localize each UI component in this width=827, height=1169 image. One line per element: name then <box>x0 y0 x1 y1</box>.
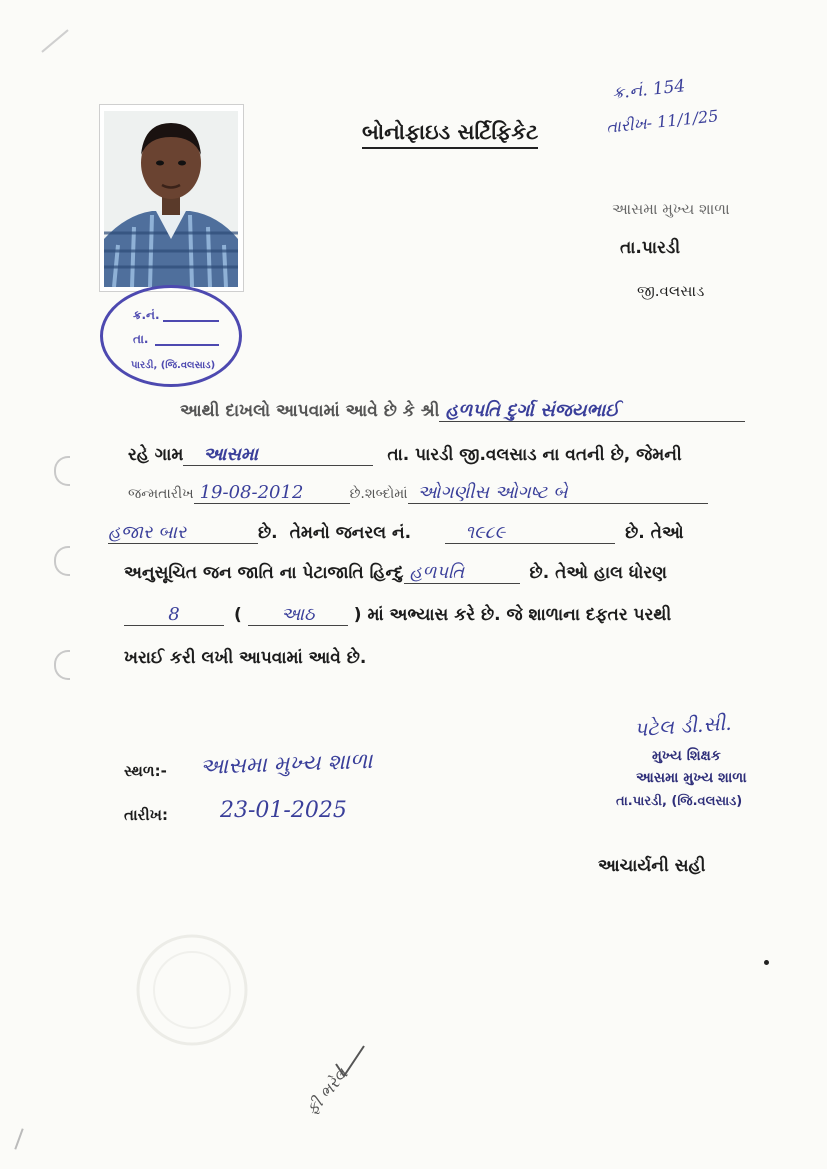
punch-hole-mark <box>54 546 70 576</box>
caste-label: અનુસૂચિત જન જાતિ ના પેટાજાતિ હિન્દુ <box>124 563 404 583</box>
dob-words-label: છે.શબ્દોમાં <box>349 486 408 502</box>
village-suffix: તા. પારડી જી.વલસાડ ના વતની છે, જેમની <box>387 445 682 465</box>
school-district: જી.વલસાડ <box>637 282 705 300</box>
caste-suffix: છે. તેઓ હાલ ધોરણ <box>529 563 667 583</box>
stamp-line-2: તા. <box>133 332 149 346</box>
certificate-title: બોનોફાઇડ સર્ટિફિકેટ <box>362 120 538 149</box>
dob-field: 19-08-2012 <box>194 482 350 504</box>
principal-signature-caption: આચાર્યની સહી <box>598 856 706 876</box>
student-photo-frame <box>99 104 244 292</box>
closing-line: ખરાઈ કરી લખી આપવામાં આવે છે. <box>124 648 367 668</box>
principal-signature: પટેલ ડી.સી. <box>633 710 733 742</box>
principal-stamp-school: આસમા મુખ્ય શાળા <box>636 770 747 786</box>
intro-text: આથી દાખલો આપવામાં આવે છે કે શ્રી <box>180 401 440 421</box>
gr-label-b: તેમનો જનરલ નં. <box>289 523 412 543</box>
date-label: તારીખ: <box>124 806 168 824</box>
dob-line <box>128 482 708 504</box>
dob-words-field: ઓગણીસ ઓગષ્ટ બે <box>408 482 708 504</box>
reference-date: તારીખ- 11/1/25 <box>605 106 720 137</box>
village-field: આસમા <box>183 444 373 466</box>
principal-stamp-title: મુખ્ય શિક્ષક <box>652 748 721 764</box>
certificate-intro <box>180 400 745 422</box>
student-name-field: હળપતિ દુર્ગા સંજયભાઈ <box>439 400 745 422</box>
gr-label-a: છે. <box>258 523 278 543</box>
reference-number: ક્ર.નં. 154 <box>611 76 687 104</box>
stamp-line-1: ક્ર.નં. <box>133 308 160 322</box>
ink-dot <box>764 960 769 965</box>
gr-line <box>108 522 684 544</box>
corner-mark <box>41 29 68 52</box>
tick-mark-icon <box>330 1042 370 1082</box>
stamp-rim-text: પારડી, (જિ.વલસાડ) <box>131 360 216 371</box>
gr-suffix: છે. તેઓ <box>625 523 684 543</box>
dob-words-continued: હજાર બાર <box>108 522 258 544</box>
punch-hole-mark <box>54 650 70 680</box>
caste-line <box>124 562 667 584</box>
school-round-stamp <box>100 285 242 387</box>
gr-number-field: ૧૯૮૯ <box>445 522 615 544</box>
standard-open-paren: ( <box>234 605 242 625</box>
standard-line <box>124 604 671 626</box>
margin-scribble: ફી ભરેલ <box>302 1064 352 1119</box>
dob-label: જન્મતારીખ <box>128 486 194 502</box>
standard-words-field: આઠ <box>248 604 348 626</box>
faint-stamp-ghost-icon <box>132 930 252 1050</box>
punch-hole-mark <box>54 456 70 486</box>
student-portrait-image <box>104 111 238 287</box>
caste-field: હળપતિ <box>404 562 520 584</box>
village-line <box>128 444 682 466</box>
student-photo <box>104 111 238 287</box>
standard-number-field: 8 <box>124 604 224 626</box>
school-name: આસમા મુખ્ય શાળા <box>612 200 730 218</box>
school-taluka: તા.પારડી <box>620 238 681 258</box>
village-label: રહે ગામ <box>128 445 184 465</box>
place-value: આસમા મુખ્ય શાળા <box>199 748 373 781</box>
margin-mark <box>14 1128 23 1149</box>
date-value: 23-01-2025 <box>220 798 347 823</box>
study-suffix: ) માં અભ્યાસ કરે છે. જે શાળાના દફતર પરથી <box>353 605 672 625</box>
place-label: સ્થળ:- <box>124 762 167 780</box>
principal-stamp-place: તા.પારડી, (જિ.વલસાડ) <box>616 794 743 809</box>
